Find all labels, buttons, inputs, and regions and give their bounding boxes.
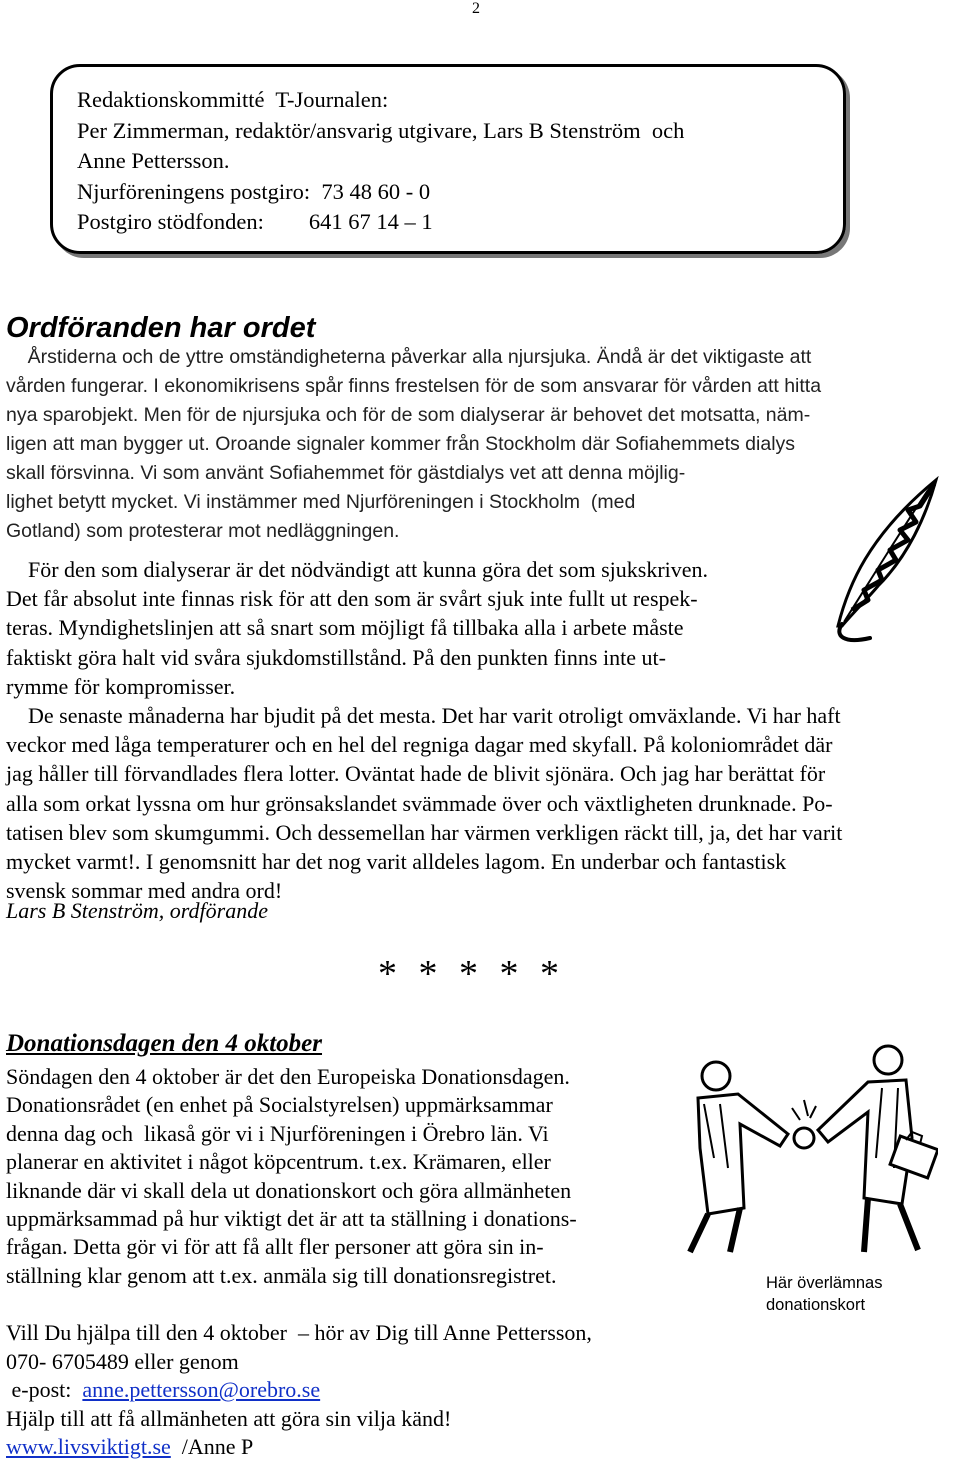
editorial-line: Postgiro stödfonden: 641 67 14 – 1	[77, 209, 433, 234]
chairman-paragraph-2	[6, 555, 842, 905]
text-line: För den som dialyserar är det nödvändigt att kunna göra det som sjukskriven.	[6, 557, 709, 582]
text-line: mycket varmt!. I genomsnitt har det nog varit alldeles lagom. En underbar och fantastisk	[6, 849, 787, 875]
chairman-paragraph-1	[6, 343, 821, 546]
text-line: jag håller till förvandlades flera lotter. Oväntat hade de blivit sjönära. Och jag har berättat för	[6, 761, 826, 787]
contact-block	[6, 1319, 592, 1462]
editorial-line: Per Zimmerman, redaktör/ansvarig utgivare, Lars B Stenström och	[77, 117, 685, 143]
text-line: vården fungerar. I ekonomikrisens spår finns frestelsen för de som ansvarar för vården att hitta	[6, 375, 822, 397]
email-link[interactable]: anne.pettersson@orebro.se	[82, 1377, 321, 1402]
contact-line: Vill Du hjälpa till den 4 oktober – hör av Dig till Anne Pettersson,	[6, 1320, 592, 1345]
website-link[interactable]: www.livsviktigt.se	[6, 1434, 171, 1459]
text-line: svensk sommar med andra ord!	[6, 878, 283, 904]
quill-pen-icon	[808, 476, 948, 646]
text-line: Söndagen den 4 oktober är det den Europeiska Donationsdagen.	[6, 1064, 570, 1089]
text-line: skall försvinna. Vi som använt Sofiahemmet för gästdialys vet att denna möjlig-	[6, 462, 686, 484]
donation-paragraph	[6, 1063, 577, 1290]
chairman-heading: Ordföranden har ordet	[6, 312, 316, 344]
text-line: rymme för kompromisser.	[6, 673, 236, 699]
text-line: teras. Myndighetslinjen att så snart som möjligt få tillbaka alla i arbete måste	[6, 615, 684, 641]
text-line: Årstiderna och de yttre omständigheterna påverkar alla njursjuka. Ändå är det viktigaste att	[6, 346, 812, 368]
editorial-line: Redaktionskommitté T-Journalen:	[77, 87, 389, 112]
text-line: uppmärksammad på hur viktigt det är att ta ställning i donations-	[6, 1206, 577, 1232]
editorial-line: Njurföreningens postgiro: 73 48 60 - 0	[77, 178, 431, 204]
text-line: Det får absolut inte finnas risk för att den som är svårt sjuk inte fullt ut respek-	[6, 586, 698, 612]
sign-off: /Anne P	[170, 1434, 254, 1459]
text-line: veckor med låga temperaturer och en hel del regniga dagar med skyfall. På koloniområdet där	[6, 732, 833, 758]
text-line: alla som orkat lyssna om hur grönsakslandet svämmade över och växtligheten drunknade. Po-	[6, 790, 833, 816]
phone-line: 070- 6705489 eller genom	[6, 1348, 239, 1374]
text-line: tatisen blev som skumgummi. Och dessemellan har värmen verkligen räckt till, ja, det har varit	[6, 819, 843, 845]
website-line	[6, 1433, 592, 1462]
section-separator: * * * * *	[378, 953, 565, 995]
text-line: ligen att man bygger ut. Oroande signaler kommer från Stockholm där Sofiahemmets dialys	[6, 433, 796, 455]
caption-line: donationskort	[766, 1296, 866, 1314]
editorial-box	[50, 64, 846, 254]
text-line: Donationsrådet (en enhet på Socialstyrelsen) uppmärksammar	[6, 1092, 553, 1118]
contact-line: Hjälp till att få allmänheten att göra sin vilja känd!	[6, 1405, 452, 1431]
page-number: 2	[472, 0, 480, 17]
donation-heading: Donationsdagen den 4 oktober	[6, 1030, 323, 1057]
image-caption	[766, 1272, 882, 1316]
handshake-illustration-icon	[668, 1038, 938, 1258]
text-line: liknande där vi skall dela ut donationskort och göra allmänheten	[6, 1177, 572, 1203]
text-line: planerar en aktivitet i något köpcentrum. t.ex. Krämaren, eller	[6, 1149, 551, 1175]
text-line: faktiskt göra halt vid svåra sjukdomstillstånd. På den punkten finns inte ut-	[6, 644, 666, 670]
text-line: denna dag och likaså gör vi i Njurföreningen i Örebro län. Vi	[6, 1120, 549, 1146]
text-line: lighet betytt mycket. Vi instämmer med Njurföreningen i Stockholm (med	[6, 491, 636, 513]
text-line: De senaste månaderna har bjudit på det mesta. Det har varit otroligt omväxlande. Vi har haft	[6, 703, 841, 729]
caption-line: Här överlämnas	[766, 1274, 883, 1292]
text-line: ställning klar genom att t.ex. anmäla sig till donationsregistret.	[6, 1262, 557, 1288]
chairman-signature: Lars B Stenström, ordförande	[6, 898, 268, 923]
email-label: e-post:	[6, 1377, 83, 1402]
text-line: nya sparobjekt. Men för de njursjuka och för de som dialyserar är behovet det motsatta, näm-	[6, 404, 811, 426]
text-line: Gotland) som protesterar mot nedläggningen.	[6, 520, 400, 542]
text-line: frågan. Detta gör vi för att få allt fler personer att göra sin in-	[6, 1234, 544, 1260]
email-line	[6, 1376, 592, 1405]
editorial-line: Anne Pettersson.	[77, 148, 230, 173]
